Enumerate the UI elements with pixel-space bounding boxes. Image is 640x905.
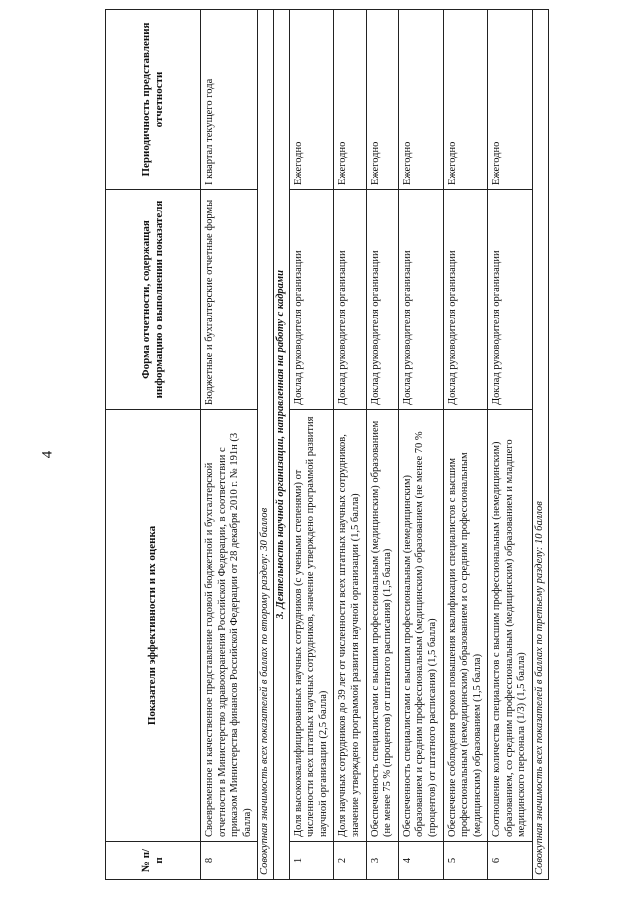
table-row xyxy=(366,10,398,880)
header-indicator: Показатели эффективности и их оценка xyxy=(106,410,201,842)
row-num: 5 xyxy=(443,842,488,880)
row-indicator: Обеспечение соблюдения сроков повышения квалификации специалистов с высшим профессиональным (немедицинским) образованием и со средним профессиональным (медицинским) образованием (1,5 балла) xyxy=(443,410,488,842)
table-row xyxy=(289,10,334,880)
row-indicator: Своевременное и качественное представление годовой бюджетной и бухгалтерской отчетности в Министерство здравоохранения Российской Федерации, в соответствии с приказом Министерства финансов Российской Федерации от 28 декабря 2010 г. № 191н (3 балла) xyxy=(201,410,258,842)
table-row xyxy=(488,10,533,880)
row-form: Бюджетные и бухгалтерские отчетные формы xyxy=(201,190,258,410)
summary-row-section-3 xyxy=(533,10,549,880)
section-title: 3. Деятельность научной организации, направленная на работу с кадрами xyxy=(273,10,289,880)
table-row xyxy=(398,10,443,880)
row-form: Доклад руководителя организации xyxy=(289,190,334,410)
table-row xyxy=(334,10,366,880)
row-period: Ежегодно xyxy=(334,10,366,190)
row-period: Ежегодно xyxy=(398,10,443,190)
table-row xyxy=(443,10,488,880)
row-period: Ежегодно xyxy=(366,10,398,190)
header-num: № п/п xyxy=(106,842,201,880)
row-num: 2 xyxy=(334,842,366,880)
row-period: Ежегодно xyxy=(488,10,533,190)
rotated-table-container xyxy=(105,10,640,880)
header-period: Периодичность представления отчетности xyxy=(106,10,201,190)
row-form: Доклад руководителя организации xyxy=(443,190,488,410)
row-indicator: Доля высококвалифицированных научных сотрудников (с учеными степенями) от численности всех штатных научных сотрудников, значение утверждено программой развития научной организации (2,5 балла) xyxy=(289,410,334,842)
summary-text: Совокупная значимость всех показателей в баллах по второму разделу: 30 баллов xyxy=(258,10,274,880)
summary-row-section-2 xyxy=(258,10,274,880)
table-row xyxy=(201,10,258,880)
row-period: I квартал текущего года xyxy=(201,10,258,190)
row-period: Ежегодно xyxy=(289,10,334,190)
row-num: 6 xyxy=(488,842,533,880)
section-heading-row xyxy=(273,10,289,880)
row-num: 1 xyxy=(289,842,334,880)
row-indicator: Доля научных сотрудников до 39 лет от численности всех штатных научных сотрудников, значение утверждено программой развития научной организации (1,5 балла) xyxy=(334,410,366,842)
row-form: Доклад руководителя организации xyxy=(366,190,398,410)
row-form: Доклад руководителя организации xyxy=(334,190,366,410)
row-indicator: Обеспеченность специалистами с высшим профессиональным (немедицинским) образованием и средним профессиональным (медицинским) образованием (не менее 70 % (процентов) от штатного расписания) (1,5 балла) xyxy=(398,410,443,842)
summary-text: Совокупная значимость всех показателей в баллах по третьему разделу: 10 баллов xyxy=(533,10,549,880)
rotated-page xyxy=(105,10,640,880)
page-number: 4 xyxy=(39,450,56,459)
row-form: Доклад руководителя организации xyxy=(398,190,443,410)
row-period: Ежегодно xyxy=(443,10,488,190)
row-num: 3 xyxy=(366,842,398,880)
header-form: Форма отчетности, содержащая информацию о выполнении показателя xyxy=(106,190,201,410)
row-form: Доклад руководителя организации xyxy=(488,190,533,410)
row-num: 8 xyxy=(201,842,258,880)
row-indicator: Соотношение количества специалистов с высшим профессиональным (немедицинским) образованием, со средним профессиональным (медицинским) образованием и младшего медицинского персонала (1/3) (1,5 балла) xyxy=(488,410,533,842)
row-num: 4 xyxy=(398,842,443,880)
row-indicator: Обеспеченность специалистами с высшим профессиональным (медицинским) образованием (не менее 75 % (процентов) от штатного расписания) (1,5 балла) xyxy=(366,410,398,842)
table-header-row xyxy=(106,10,201,880)
indicators-table xyxy=(105,9,549,880)
